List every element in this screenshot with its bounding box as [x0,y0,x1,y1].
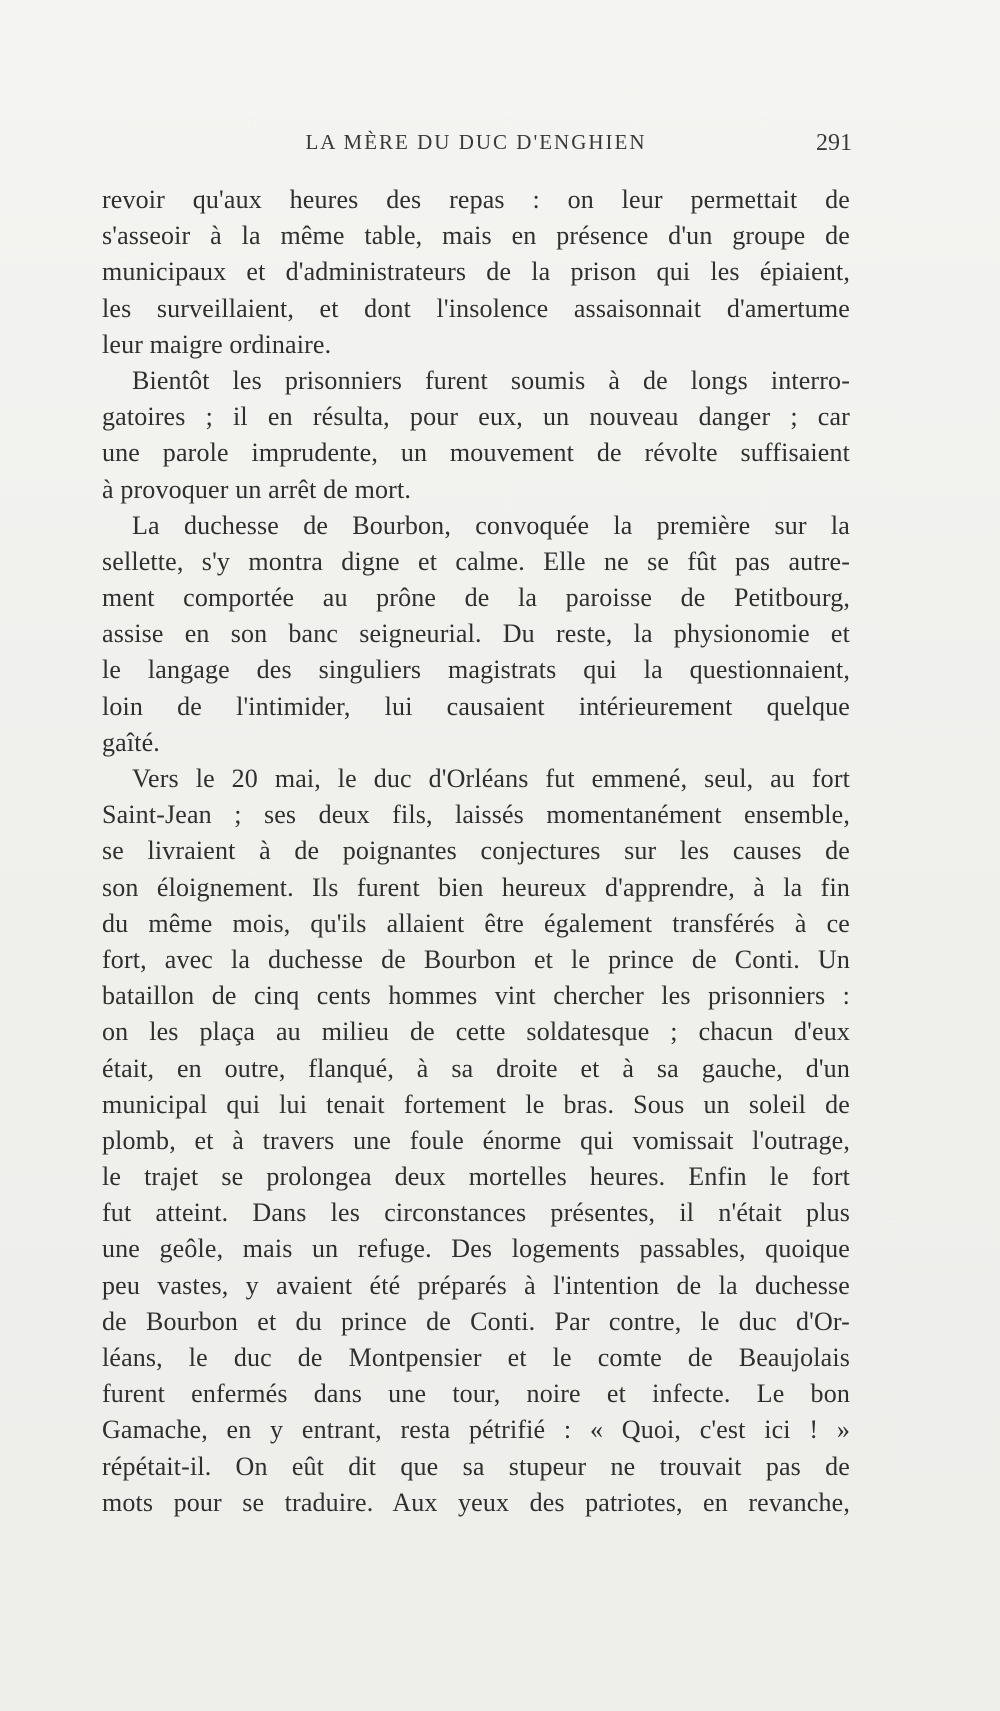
running-head [100,130,852,164]
text-line: leur maigre ordinaire. [102,329,332,359]
text-line: Saint-Jean ; ses deux fils, laissés momentanément ensemble, [102,800,850,830]
text-line: se livraient à de poignantes conjectures sur les causes de [102,836,850,866]
text-line: à provoquer un arrêt de mort. [102,474,412,504]
text-line: son éloignement. Ils furent bien heureux d'apprendre, à la fin [102,872,850,902]
text-line: léans, le duc de Montpensier et le comte de Beaujolais [102,1343,850,1372]
text-line: peu vastes, y avaient été préparés à l'intention de la duchesse [102,1270,850,1300]
text-line: bataillon de cinq cents hommes vint chercher les prisonniers : [102,981,850,1011]
text-line: on les plaça au milieu de cette soldatesque ; chacun d'eux [102,1017,850,1047]
text-line: revoir qu'aux heures des repas : on leur permettait de [102,185,850,214]
text-line: le langage des singuliers magistrats qui la questionnaient, [102,655,850,685]
text-line: loin de l'intimider, lui causaient intérieurement quelque [102,691,850,721]
text-line: était, en outre, flanqué, à sa droite et à sa gauche, d'un [102,1053,850,1083]
text-line: Vers le 20 mai, le duc d'Orléans fut emmené, seul, au fort [132,764,850,793]
text-line: les surveillaient, et dont l'insolence assaisonnait d'amertume [102,293,850,323]
text-line: La duchesse de Bourbon, convoquée la première sur la [132,510,850,540]
text-line: plomb, et à travers une foule énorme qui vomissait l'outrage, [102,1125,850,1155]
text-line: sellette, s'y montra digne et calme. Elle ne se fût pas autre- [102,546,850,576]
text-line: répétait-il. On eût dit que sa stupeur ne trouvait pas de [102,1451,850,1481]
text-line: fort, avec la duchesse de Bourbon et le prince de Conti. Un [102,944,850,974]
text-line: une geôle, mais un refuge. Des logements passables, quoique [102,1234,850,1264]
text-line: furent enfermés dans une tour, noire et infecte. Le bon [102,1379,850,1409]
text-line: assise en son banc seigneurial. Du reste, la physionomie et [102,619,850,649]
body-text [102,182,850,1521]
text-line: fut atteint. Dans les circonstances présentes, il n'était plus [102,1198,850,1228]
text-line: du même mois, qu'ils allaient être également transférés à ce [102,908,850,938]
running-title: LA MÈRE DU DUC D'ENGHIEN [305,130,647,154]
text-line: s'asseoir à la même table, mais en présence d'un groupe de [102,221,850,251]
text-line: municipaux et d'administrateurs de la prison qui les épiaient, [102,257,850,287]
text-line: Bientôt les prisonniers furent soumis à de longs interro- [132,365,850,395]
text-line: ment comportée au prône de la paroisse de Petitbourg, [102,583,850,613]
page-number: 291 [816,130,852,156]
text-line: mots pour se traduire. Aux yeux des patriotes, en revanche, [102,1487,850,1517]
text-line: gaîté. [102,727,160,757]
text-line: une parole imprudente, un mouvement de révolte suffisaient [102,438,850,468]
text-line: de Bourbon et du prince de Conti. Par contre, le duc d'Or- [102,1306,850,1336]
text-line: gatoires ; il en résulta, pour eux, un nouveau danger ; car [102,402,850,432]
text-line: Gamache, en y entrant, resta pétrifié : « Quoi, c'est ici ! » [102,1415,850,1445]
text-line: le trajet se prolongea deux mortelles heures. Enfin le fort [102,1162,850,1192]
text-line: municipal qui lui tenait fortement le bras. Sous un soleil de [102,1089,850,1119]
